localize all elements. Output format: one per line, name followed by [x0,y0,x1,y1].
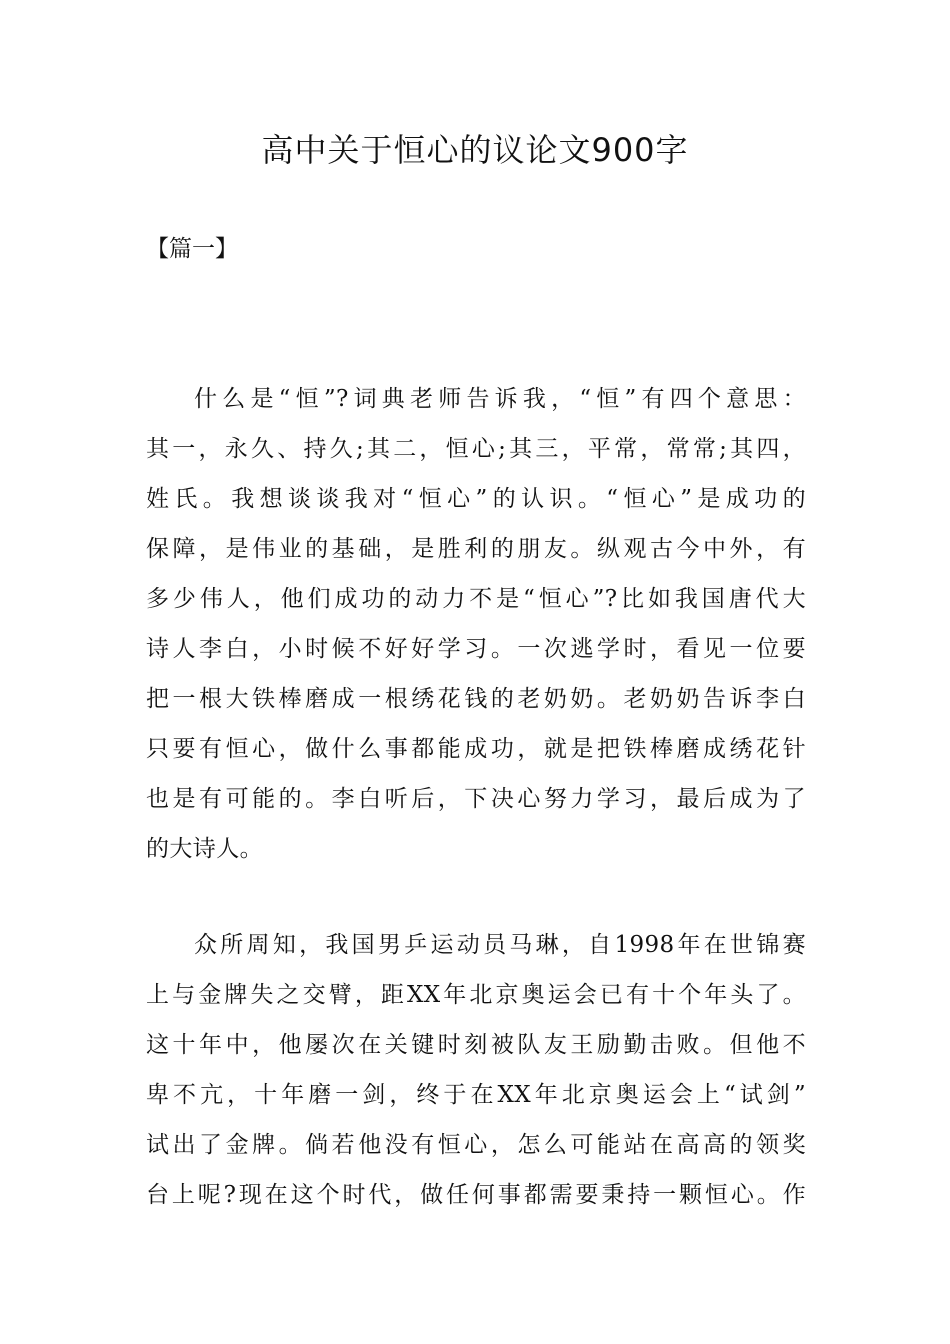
paragraph-line: 上与金牌失之交臂，距XX年北京奥运会已有十个年头了。 [146,982,806,1008]
paragraph-line: 台上呢?现在这个时代，做任何事都需要秉持一颗恒心。作 [146,1182,806,1208]
paragraph-line: 什么是“恒”?词典老师告诉我，“恒”有四个意思： [194,386,806,412]
paragraph-line: 试出了金牌。倘若他没有恒心，怎么可能站在高高的领奖 [146,1132,806,1158]
paragraph-line: 多少伟人，他们成功的动力不是“恒心”?比如我国唐代大 [146,586,806,612]
paragraph-line: 把一根大铁棒磨成一根绣花钱的老奶奶。老奶奶告诉李白 [146,686,806,712]
paragraph-2 [146,920,806,1220]
paragraph-line: 保障，是伟业的基础，是胜利的朋友。纵观古今中外，有 [146,536,806,562]
paragraph-1 [146,374,806,874]
paragraph-line: 卑不亢，十年磨一剑，终于在XX年北京奥运会上“试剑” [146,1082,806,1108]
paragraph-line: 这十年中，他屡次在关键时刻被队友王励勤击败。但他不 [146,1032,806,1058]
paragraph-line: 众所周知，我国男乒运动员马琳，自1998年在世锦赛 [194,932,806,958]
paragraph-line: 只要有恒心，做什么事都能成功，就是把铁棒磨成绣花针 [146,736,806,762]
paragraph-line: 诗人李白，小时候不好好学习。一次逃学时，看见一位要 [146,636,806,662]
document-title: 高中关于恒心的议论文900字 [261,131,689,169]
paragraph-line: 的大诗人。 [146,836,263,862]
paragraph-line: 其一，永久、持久;其二，恒心;其三，平常，常常;其四， [146,436,806,462]
section-label: 【篇一】 [146,236,238,262]
paragraph-line: 也是有可能的。李白听后，下决心努力学习，最后成为了 [146,786,806,812]
paragraph-line: 姓氏。我想谈谈我对“恒心”的认识。“恒心”是成功的 [146,486,806,512]
